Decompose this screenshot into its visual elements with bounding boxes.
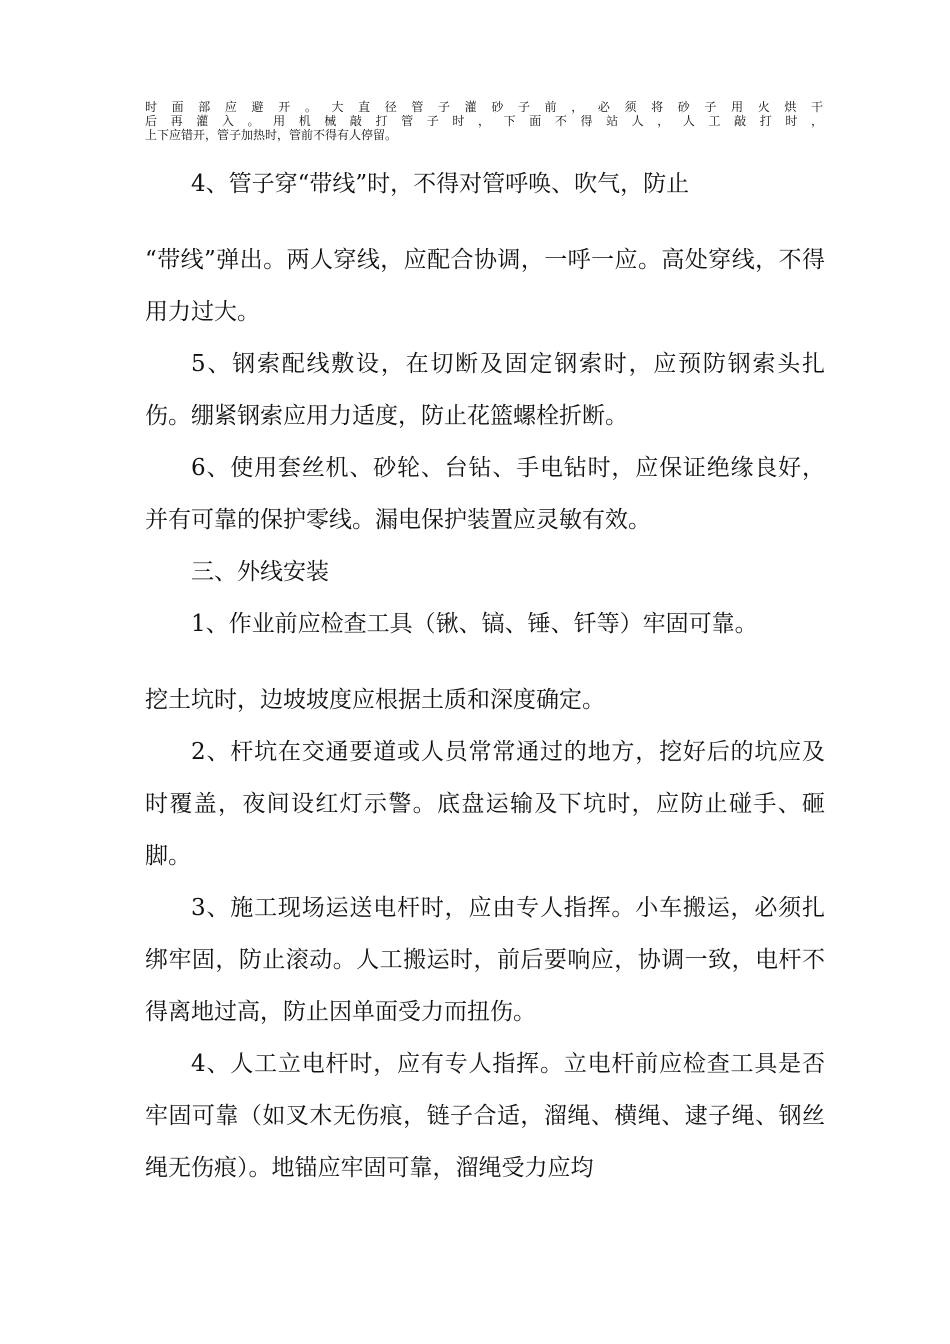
paragraph-item-6-tools: 6、使用套丝机、砂轮、台钻、手电钻时，应保证绝缘良好，并有可靠的保护零线。漏电保护装置应灵敏有效。 [145, 455, 825, 533]
paragraph-outdoor-item-2: 2、杆坑在交通要道或人员常常通过的地方，挖好后的坑应及时覆盖，夜间设红灯示警。底盘运输及下坑时，应防止碰手、砸脚。 [145, 739, 825, 869]
paragraph-gap [145, 650, 825, 674]
paragraph-item-5-cable: 5、钢索配线敷设，在切断及固定钢索时，应预防钢索头扎伤。绷紧钢索应用力适度，防止花篮螺栓折断。 [145, 351, 825, 429]
paragraph-outdoor-item-4: 4、人工立电杆时，应有专人指挥。立电杆前应检查工具是否牢固可靠（如叉木无伤痕，链子合适，溜绳、横绳、逮子绳、钢丝绳无伤痕）。地锚应牢固可靠，溜绳受力应均 [145, 1051, 825, 1181]
small-text-line-2: 后 再 灌 入 。 用 机 械 敲 打 管 子 时 ， 下 面 不 得 站 人 ， 人 工 敲 打 时 ， [145, 114, 823, 128]
small-text-line-1: 时 面 部 应 避 开 。 大 直 径 管 子 灌 砂 子 前 ， 必 须 将 砂 子 用 火 烘 干 [145, 100, 823, 114]
paragraph-outdoor-item-1: 1、作业前应检查工具（锹、镐、锤、钎等）牢固可靠。 [191, 611, 758, 637]
document-body [145, 158, 825, 1194]
paragraph-threading-continued: “带线”弹出。两人穿线，应配合协调，一呼一应。高处穿线，不得用力过大。 [145, 247, 825, 325]
small-text-line-3: 上下应错开，管子加热时，管前不得有人停留。 [145, 128, 398, 142]
section-heading-outdoor-lines: 三、外线安装 [191, 559, 329, 585]
paragraph-item-4-threading: 4、管子穿“带线”时，不得对管呼唤、吹气，防止 [191, 171, 690, 197]
paragraph-outdoor-item-1-continued: 挖土坑时，边坡坡度应根据土质和深度确定。 [145, 687, 605, 713]
top-small-text-block [145, 100, 823, 142]
paragraph-gap [145, 210, 825, 234]
paragraph-outdoor-item-3: 3、施工现场运送电杆时，应由专人指挥。小车搬运，必须扎绑牢固，防止滚动。人工搬运时，前后要响应，协调一致，电杆不得离地过高，防止因单面受力而扭伤。 [145, 895, 825, 1025]
